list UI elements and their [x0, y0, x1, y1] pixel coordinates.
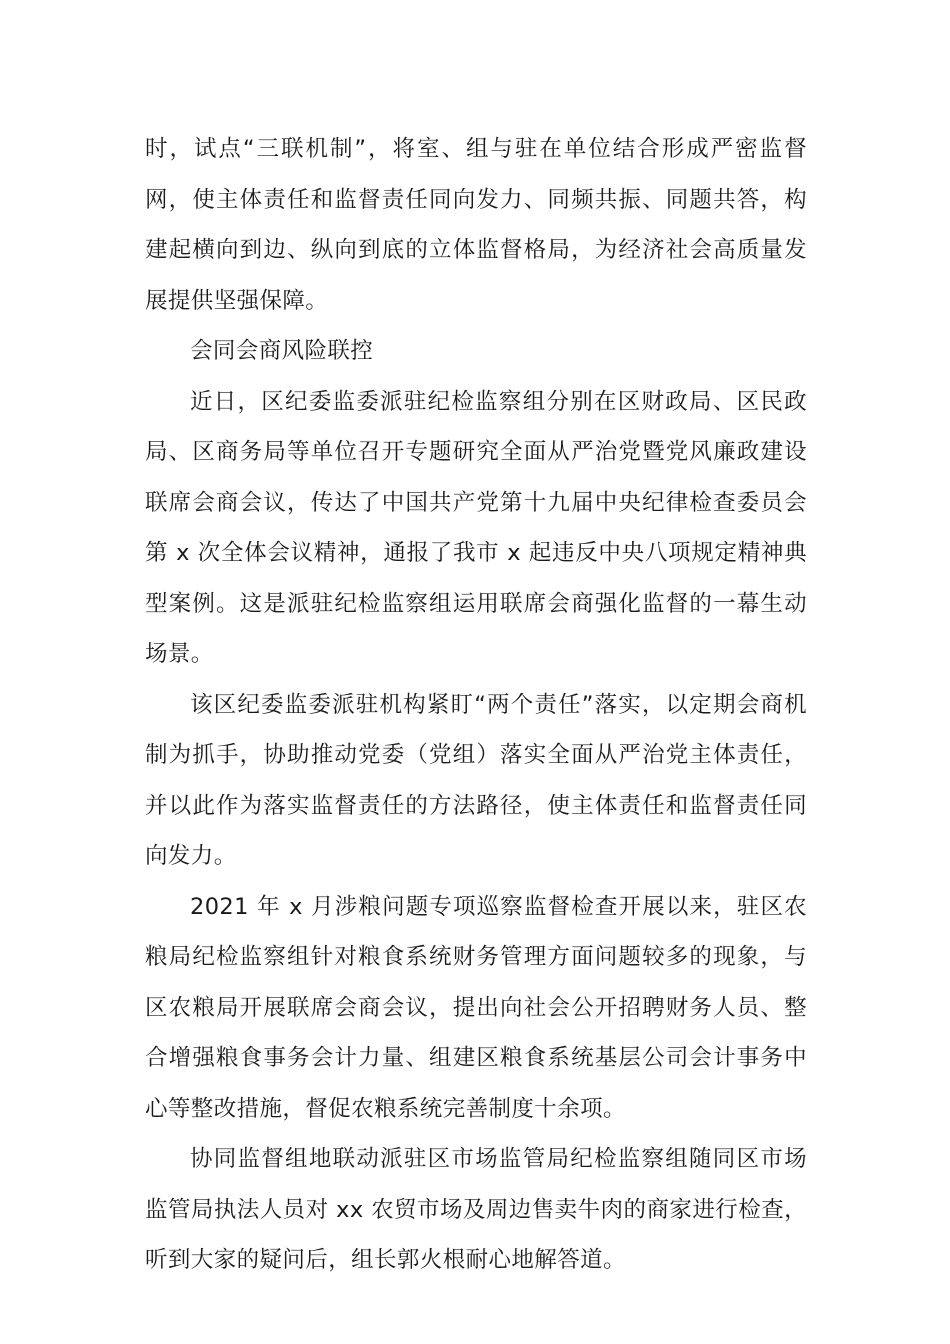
paragraph: 2021 年 x 月涉粮问题专项巡察监督检查开展以来，驻区农粮局纪检监察组针对粮食系统财务管理方面问题较多的现象，与区农粮局开展联席会商会议，提出向社会公开招聘财务人员、整合增强粮食事务会计力量、组建区粮食系统基层公司会计事务中心等整改措施，督促农粮系统完善制度十余项。 — [145, 893, 807, 1122]
paragraph-continuation: 时，试点“三联机制”，将室、组与驻在单位结合形成严密监督网，使主体责任和监督责任同向发力、同频共振、同题共答，构建起横向到边、纵向到底的立体监督格局，为经济社会高质量发展提供坚强保障。 — [145, 136, 807, 314]
section-heading: 会同会商风险联控 — [190, 338, 374, 364]
paragraph: 近日，区纪委监委派驻纪检监察组分别在区财政局、区民政局、区商务局等单位召开专题研究全面从严治党暨党风廉政建设联席会商会议，传达了中国共产党第十九届中央纪律检查委员会第 x 次全体会议精神，通报了我市 x 起违反中央八项规定精神典型案例。这是派驻纪检监察组运用联席会商强化监督的一幕生动场景。 — [145, 388, 807, 667]
paragraph: 协同监督组地联动派驻区市场监管局纪检监察组随同区市场监管局执法人员对 xx 农贸市场及周边售卖牛肉的商家进行检查，听到大家的疑问后，组长郭火根耐心地解答道。 — [145, 1146, 807, 1273]
document-body — [145, 124, 807, 1286]
paragraph: 该区纪委监委派驻机构紧盯“两个责任”落实，以定期会商机制为抓手，协助推动党委（党组）落实全面从严治党主体责任，并以此作为落实监督责任的方法路径，使主体责任和监督责任同向发力。 — [145, 691, 807, 869]
